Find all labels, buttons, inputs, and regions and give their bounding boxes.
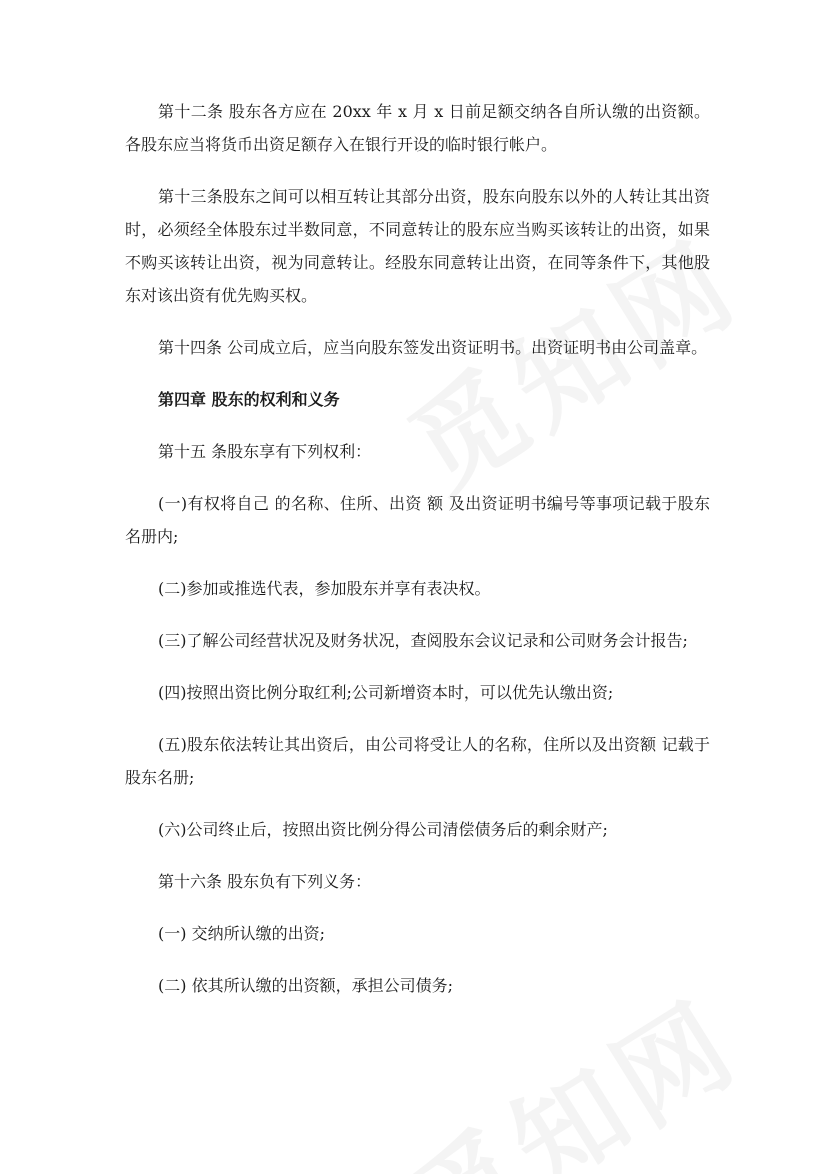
document-body xyxy=(125,95,710,1021)
article-12: 第十二条 股东各方应在 20xx 年 x 月 x 日前足额交纳各自所认缴的出资额。各股东应当将货币出资足额存入在银行开设的临时银行帐户。 xyxy=(125,102,710,154)
right-item-6: (六)公司终止后，按照出资比例分得公司清偿债务后的剩余财产; xyxy=(158,820,608,839)
right-item-2: (二)参加或推选代表，参加股东并享有表决权。 xyxy=(158,579,491,598)
article-14: 第十四条 公司成立后，应当向股东签发出资证明书。出资证明书由公司盖章。 xyxy=(158,338,708,357)
right-item-5: (五)股东依法转让其出资后，由公司将受让人的名称，住所以及出资额 记载于股东名册; xyxy=(125,735,710,787)
right-item-3: (三)了解公司经营状况及财务状况，查阅股东会议记录和公司财务会计报告; xyxy=(158,631,688,650)
duty-item-2: (二) 依其所认缴的出资额，承担公司债务; xyxy=(158,976,453,995)
chapter-4-heading: 第四章 股东的权利和义务 xyxy=(158,390,340,409)
right-item-1: (一)有权将自己 的名称、住所、出资 额 及出资证明书编号等事项记载于股东名册内; xyxy=(125,494,710,546)
article-16: 第十六条 股东负有下列义务： xyxy=(158,872,372,891)
article-15: 第十五 条股东享有下列权利： xyxy=(158,442,372,461)
article-13: 第十三条股东之间可以相互转让其部分出资，股东向股东以外的人转让其出资时，必须经全体股东过半数同意，不同意转让的股东应当购买该转让的出资，如果不购买该转让出资，视为同意转让。经股东同意转让出资，在同等条件下，其他股东对该出资有优先购买权。 xyxy=(125,187,710,305)
duty-item-1: (一) 交纳所认缴的出资; xyxy=(158,924,325,943)
right-item-4: (四)按照出资比例分取红利;公司新增资本时，可以优先认缴出资; xyxy=(158,683,614,702)
